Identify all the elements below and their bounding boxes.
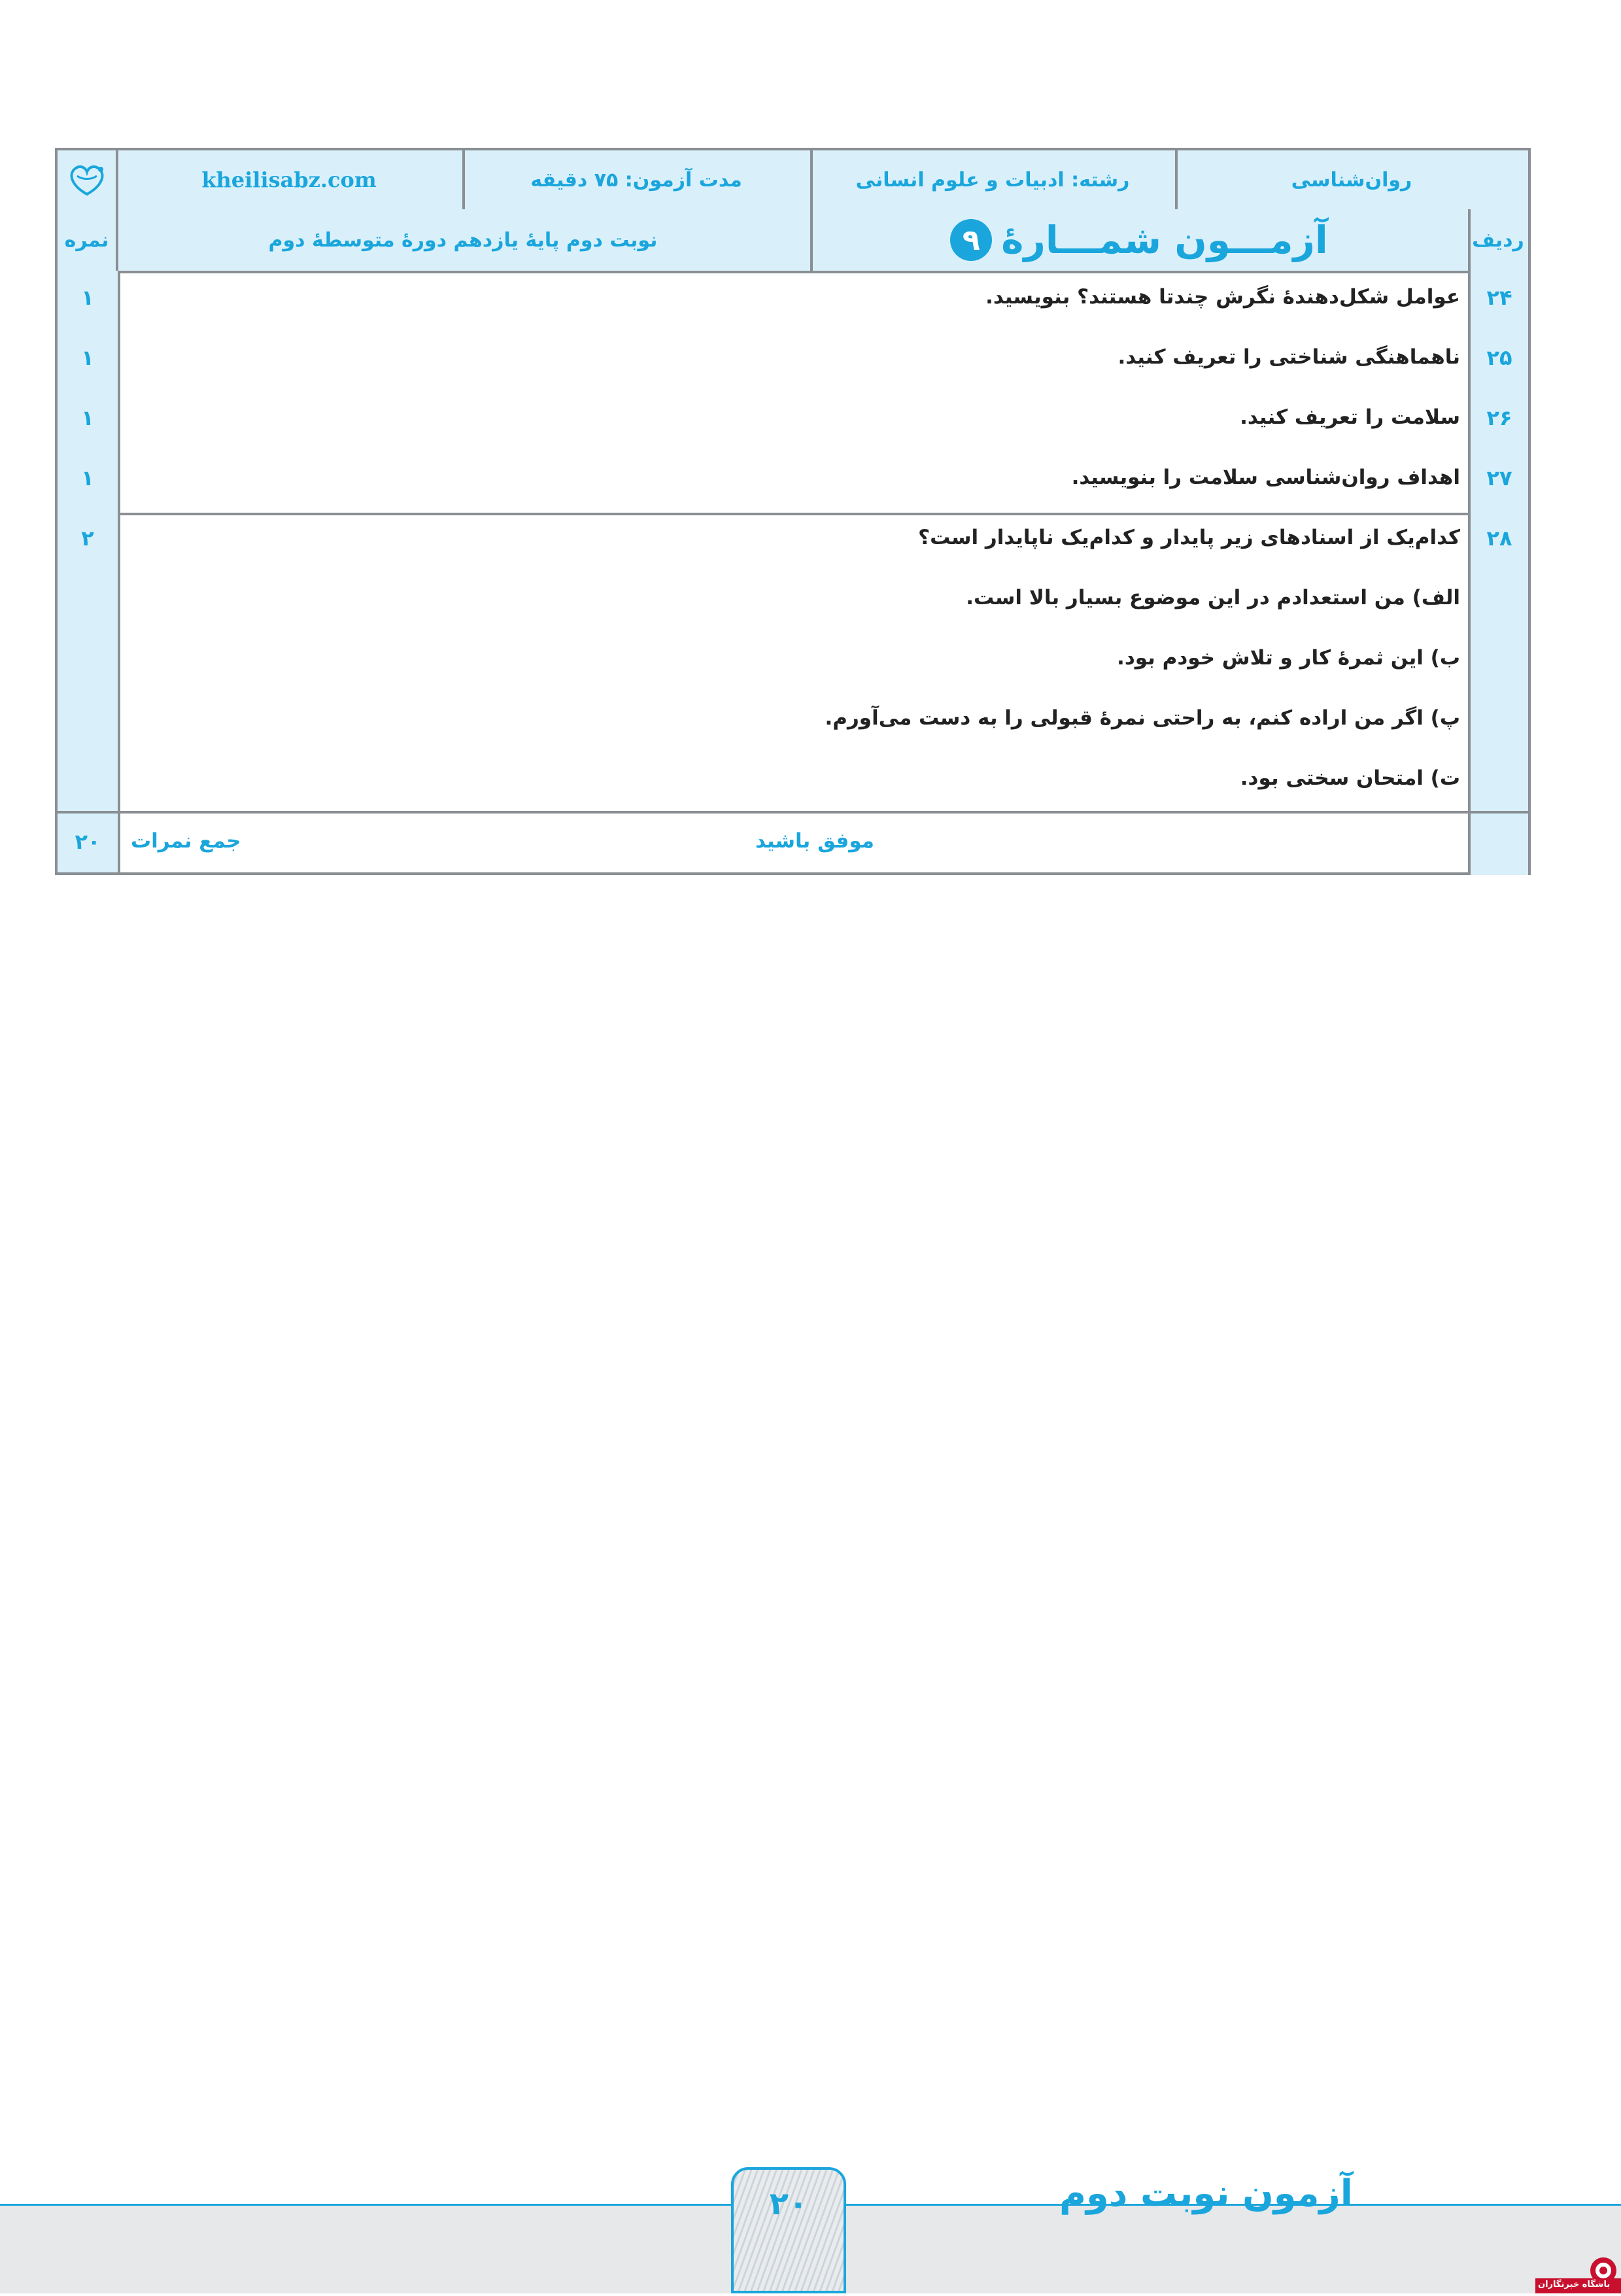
- duration: مدت آزمون: ۷۵ دقیقه: [530, 168, 742, 192]
- question-score: ۱: [81, 405, 94, 430]
- question-number: ۲۶: [1486, 405, 1512, 430]
- question-text: ناهماهنگی شناختی را تعریف کنید.: [1118, 345, 1460, 369]
- exam-info: نوبت دوم پایهٔ یازدهم دورهٔ متوسطهٔ دوم: [268, 228, 658, 252]
- page-number: ۲۰: [769, 2185, 808, 2222]
- question-score: ۱: [81, 466, 94, 490]
- question-text: کدام‌یک از اسنادهای زیر پایدار و کدام‌یک ناپایدار است؟: [918, 526, 1460, 549]
- subject: روان‌شناسی: [1291, 168, 1412, 192]
- total-row: [58, 814, 1528, 875]
- question-score: ۱: [81, 285, 94, 310]
- footer-section-title: آزمون نوبت دوم: [1059, 2172, 1353, 2215]
- subject-cell: [1175, 150, 1528, 209]
- exam-info-cell: [116, 209, 810, 271]
- question-number: ۲۸: [1486, 526, 1512, 551]
- header-row-2: [58, 209, 1528, 271]
- exam-sheet: [55, 148, 1531, 875]
- question-option: ت) امتحان سختی بود.: [1240, 766, 1460, 790]
- page-number-tab: [731, 2167, 846, 2293]
- question-number: ۲۵: [1486, 345, 1512, 370]
- score-label-cell: [58, 209, 116, 271]
- question-number: ۲۷: [1486, 466, 1512, 490]
- row-label-cell: [1468, 209, 1528, 271]
- question-option: پ) اگر من اراده کنم، به راحتی نمرهٔ قبولی را به دست می‌آورم.: [825, 706, 1460, 730]
- question-score: ۲: [81, 526, 94, 551]
- total-score: ۲۰: [75, 829, 101, 854]
- corner-logo-text: باشگاه خبرنگاران: [1538, 2280, 1611, 2289]
- corner-logo: [1535, 2255, 1621, 2293]
- exam-number-badge: ۹: [950, 219, 992, 261]
- question-text: سلامت را تعریف کنید.: [1240, 405, 1460, 429]
- logo-cell: [58, 150, 116, 209]
- exam-title: [950, 218, 1328, 262]
- total-label: جمع نمرات: [131, 829, 241, 853]
- row-label: ردیف: [1472, 228, 1524, 252]
- exam-title-text: آزمـــون شمـــارهٔ: [1001, 218, 1328, 262]
- question-number: ۲۴: [1486, 285, 1512, 310]
- question-score: ۱: [81, 345, 94, 370]
- question-option: ب) این ثمرهٔ کار و تلاش خودم بود.: [1117, 646, 1460, 670]
- score-label: نمره: [64, 228, 109, 252]
- question-text: عوامل شکل‌دهندهٔ نگرش چندتا هستند؟ بنویسید.: [985, 285, 1460, 309]
- question-option: الف) من استعدادم در این موضوع بسیار بالا است.: [966, 586, 1460, 609]
- kheilisabz-logo-icon: [64, 160, 110, 199]
- website: kheilisabz.com: [201, 167, 377, 192]
- field: رشته: ادبیات و علوم انسانی: [855, 168, 1130, 192]
- question-text: اهداف روان‌شناسی سلامت را بنویسید.: [1071, 466, 1460, 489]
- exam-title-cell: [810, 209, 1468, 271]
- field-cell: [810, 150, 1175, 209]
- header-row-1: [58, 150, 1528, 209]
- wish-text: موفق باشید: [755, 829, 874, 853]
- website-cell: [116, 150, 462, 209]
- duration-cell: [462, 150, 810, 209]
